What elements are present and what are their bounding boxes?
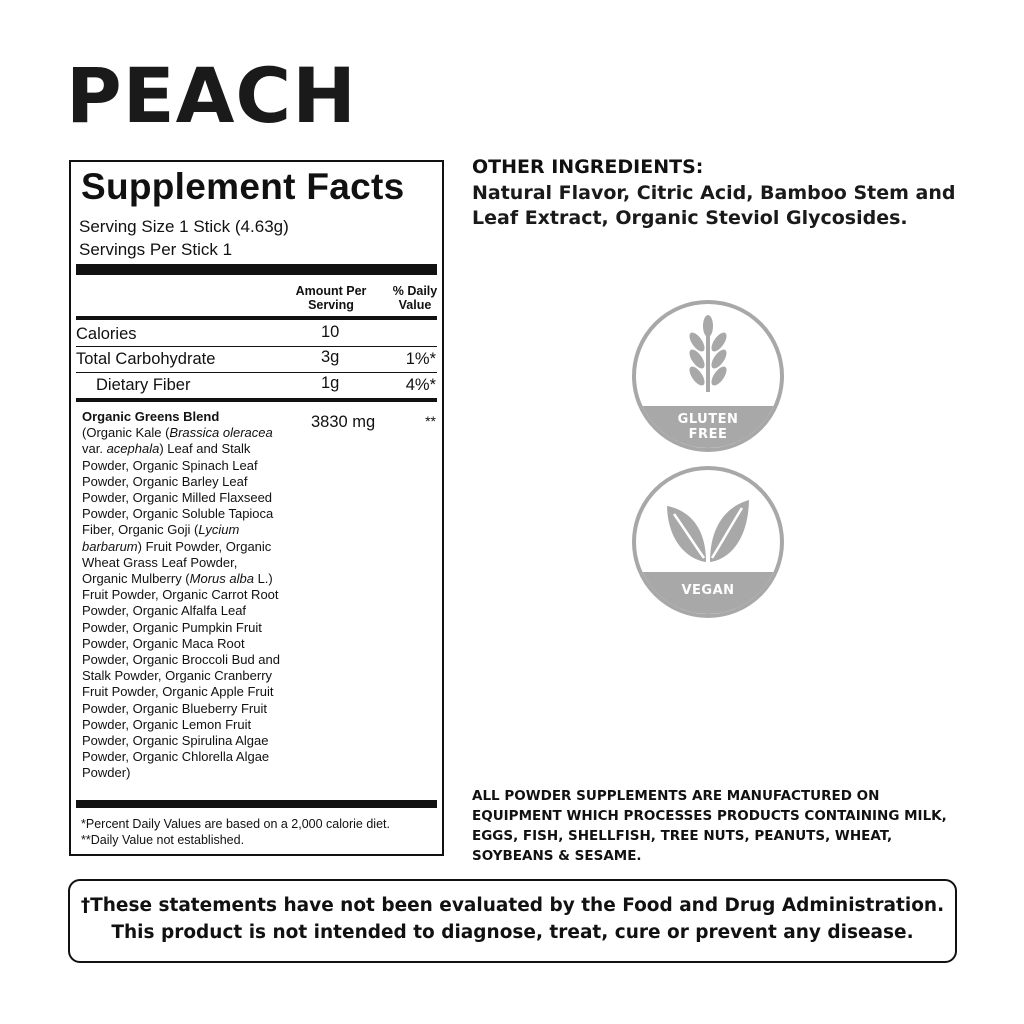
daily-value-header: % Daily Value bbox=[392, 284, 438, 313]
supplement-facts-panel bbox=[69, 160, 444, 856]
blend-text: L.) Fruit Powder, Organic Carrot Root Powder, Organic Alfalfa Leaf Powder, Organic Pumpkin Fruit Powder, Organic Maca Root Powder, Organic Broccoli Bud and Stalk Powder, Organic Cranberry Fruit Powder, Organic Apple Fruit Powder, Organic Blueberry Fruit Powder, Organic Lemon Fruit Powder, Organic Spirulina Algae Powder, Organic Chlorella Algae Powder) bbox=[82, 571, 280, 781]
medium-divider bbox=[76, 316, 437, 320]
blend-text: ) Leaf and Stalk Powder, Organic Spinach Leaf Powder, Organic Barley Leaf Powder, Organic Milled Flaxseed Powder, Organic Soluble Tapioca Fiber, Organic Goji ( bbox=[82, 441, 274, 538]
dietary-fiber-amount: 1g bbox=[321, 374, 340, 392]
total-carbohydrate-amount: 3g bbox=[321, 348, 340, 366]
serving-size: Serving Size 1 Stick (4.63g) bbox=[79, 217, 289, 236]
footnote-daily-values: *Percent Daily Values are based on a 2,000 calorie diet. bbox=[81, 817, 390, 831]
blend-text: ) Fruit Powder, Organic Wheat Grass Leaf Powder, Organic Mulberry ( bbox=[82, 538, 272, 587]
gluten-free-label: GLUTEN FREE bbox=[677, 412, 739, 442]
disclaimer-line-1: †These statements have not been evaluated by the Food and Drug Administration. bbox=[80, 895, 945, 916]
thick-divider bbox=[76, 800, 437, 808]
greens-blend-name: Organic Greens Blend bbox=[82, 409, 220, 424]
blend-text: (Organic Kale ( bbox=[82, 425, 170, 441]
total-carbohydrate-label: Total Carbohydrate bbox=[76, 350, 216, 368]
calories-amount: 10 bbox=[321, 323, 340, 341]
thick-divider bbox=[76, 264, 437, 275]
amount-per-serving-header: Amount Per Serving bbox=[295, 284, 367, 313]
supplement-facts-title: Supplement Facts bbox=[81, 166, 405, 207]
total-carbohydrate-dv: 1%* bbox=[405, 350, 436, 368]
medium-divider bbox=[76, 398, 437, 402]
blend-text: var. bbox=[82, 441, 107, 457]
other-ingredients-list: Natural Flavor, Citric Acid, Bamboo Stem and Leaf Extract, Organic Steviol Glycosides. bbox=[472, 182, 956, 229]
servings-per-container: Servings Per Stick 1 bbox=[79, 240, 233, 259]
dietary-fiber-label: Dietary Fiber bbox=[96, 376, 191, 394]
blend-italic: acephala bbox=[106, 441, 160, 457]
disclaimer-line-2: This product is not intended to diagnose, treat, cure or prevent any disease. bbox=[111, 922, 914, 943]
wheat-icon bbox=[687, 315, 730, 392]
blend-italic: Morus alba bbox=[189, 571, 254, 587]
calories-label: Calories bbox=[76, 325, 137, 343]
vegan-badge bbox=[630, 464, 786, 620]
footnote-not-established: **Daily Value not established. bbox=[81, 833, 245, 847]
gluten-free-badge bbox=[630, 298, 786, 454]
fda-disclaimer bbox=[68, 879, 957, 963]
blend-italic: Brassica oleracea bbox=[169, 425, 273, 441]
flavor-title: PEACH bbox=[66, 51, 357, 140]
greens-blend-amount: 3830 mg bbox=[311, 413, 376, 431]
greens-blend-ingredients bbox=[82, 409, 282, 782]
other-ingredients-heading: OTHER INGREDIENTS: bbox=[472, 156, 704, 178]
blend-italic: Lycium barbarum bbox=[82, 522, 240, 554]
leaves-icon bbox=[667, 500, 749, 562]
row-divider bbox=[76, 372, 437, 373]
greens-blend-dv: ** bbox=[425, 413, 436, 429]
allergen-statement: ALL POWDER SUPPLEMENTS ARE MANUFACTURED ON EQUIPMENT WHICH PROCESSES PRODUCTS CONTAINING MILK, EGGS, FISH, SHELLFISH, TREE NUTS, PEANUTS, WHEAT, SOYBEANS & SESAME. bbox=[472, 788, 947, 864]
row-divider bbox=[76, 346, 437, 347]
dietary-fiber-dv: 4%* bbox=[405, 376, 436, 394]
vegan-label: VEGAN bbox=[681, 583, 735, 598]
